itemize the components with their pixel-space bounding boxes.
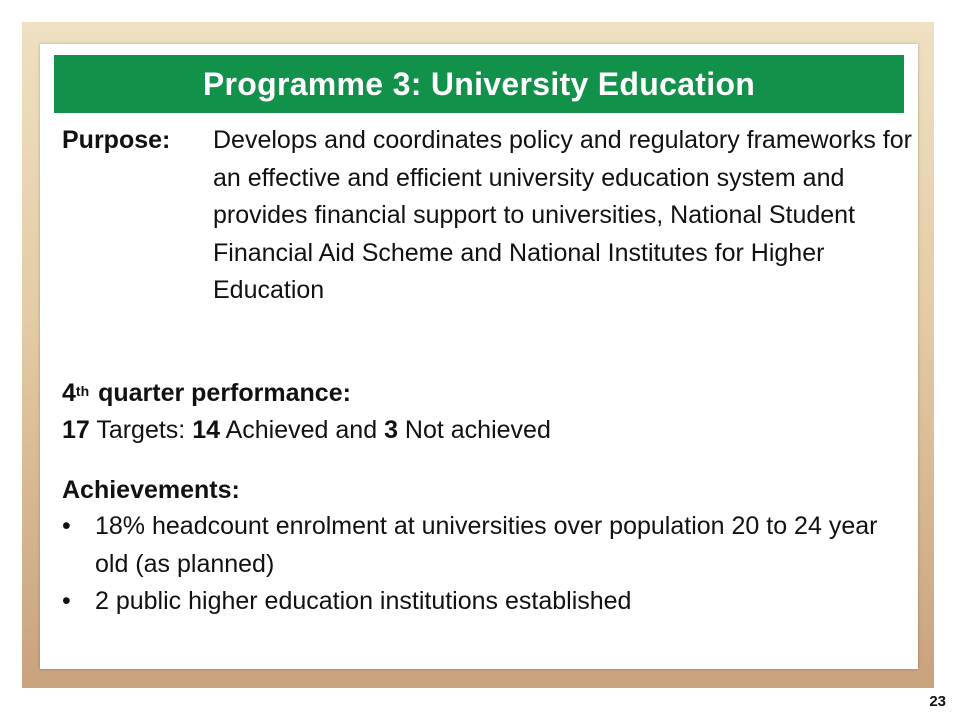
- quarter-suffix: th: [75, 383, 90, 399]
- achieved-label: Achieved and: [225, 416, 378, 444]
- performance-heading: [62, 375, 351, 412]
- not-achieved-label: Not achieved: [404, 416, 551, 444]
- list-item: [62, 508, 882, 583]
- achievement-text: 2 public higher education institutions established: [95, 587, 632, 615]
- quarter-number: 4: [62, 379, 76, 407]
- targets-label: Targets:: [96, 416, 186, 444]
- page-number: 23: [929, 693, 946, 710]
- performance-summary: [62, 412, 551, 449]
- purpose-label: Purpose:: [62, 126, 171, 154]
- list-item: [62, 583, 882, 621]
- slide-title: Programme 3: University Education: [202, 65, 756, 102]
- performance-heading-text: quarter performance:: [98, 379, 351, 407]
- not-achieved-count: 3: [384, 416, 398, 444]
- targets-count: 17: [62, 416, 90, 444]
- bullet-icon: •: [62, 512, 71, 540]
- bullet-icon: •: [62, 587, 71, 615]
- achievement-text: 18% headcount enrolment at universities over population 20 to 24 year old (as planned): [95, 512, 878, 578]
- title-banner: [54, 55, 904, 113]
- purpose-text: Develops and coordinates policy and regulatory frameworks for an effective and efficient university education system and provides financial support to universities, National Student Financial Aid Scheme and National Institutes for Higher Education: [213, 126, 912, 304]
- achievements-list: [62, 508, 882, 621]
- achieved-count: 14: [192, 416, 221, 444]
- achievements-heading: Achievements:: [62, 476, 240, 504]
